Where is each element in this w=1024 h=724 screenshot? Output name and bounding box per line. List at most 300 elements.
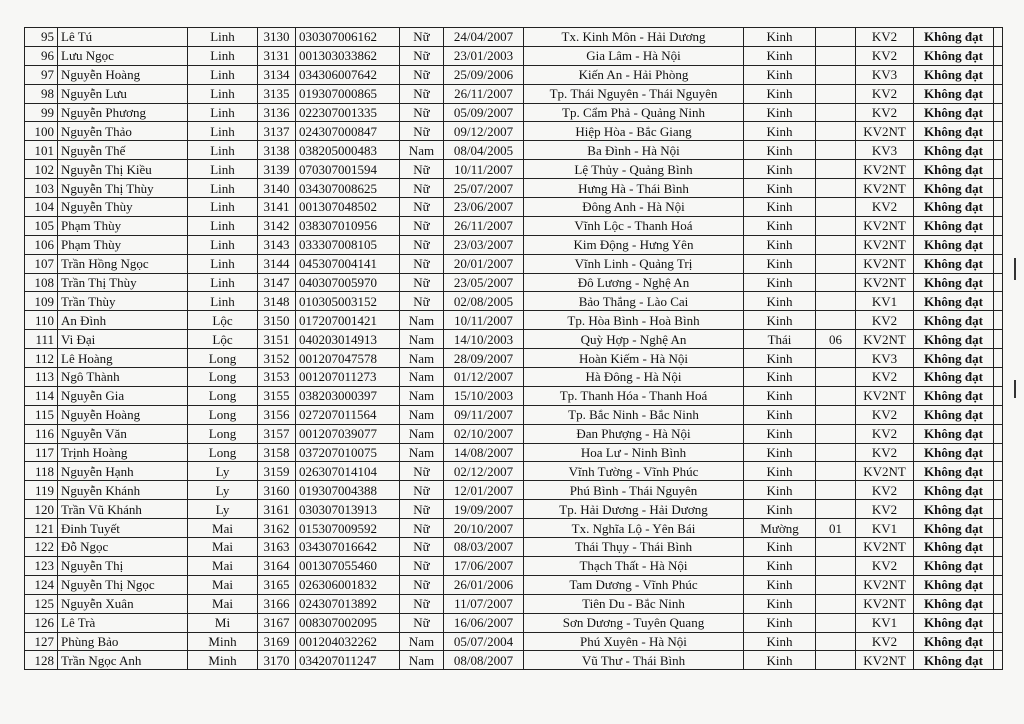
surname-middle-cell: Nguyễn Gia <box>58 386 188 405</box>
date-of-birth-cell: 09/12/2007 <box>444 122 524 141</box>
table-row <box>25 216 1003 235</box>
priority-area-cell: KV2NT <box>856 651 914 670</box>
row-number-cell: 115 <box>25 405 58 424</box>
extra-cell <box>994 556 1003 575</box>
gender-cell: Nữ <box>400 235 444 254</box>
date-of-birth-cell: 26/01/2006 <box>444 575 524 594</box>
row-number-cell: 114 <box>25 386 58 405</box>
candidate-code-cell: 3140 <box>258 179 296 198</box>
result-cell: Không đạt <box>914 273 994 292</box>
extra-cell <box>994 216 1003 235</box>
hometown-cell: Hoa Lư - Ninh Bình <box>524 443 744 462</box>
extra-cell <box>994 462 1003 481</box>
given-name-cell: Linh <box>188 122 258 141</box>
gender-cell: Nữ <box>400 519 444 538</box>
given-name-cell: Ly <box>188 462 258 481</box>
result-cell: Không đạt <box>914 141 994 160</box>
priority-area-cell: KV2NT <box>856 235 914 254</box>
given-name-cell: Ly <box>188 500 258 519</box>
surname-middle-cell: Nguyễn Xuân <box>58 594 188 613</box>
candidate-code-cell: 3157 <box>258 424 296 443</box>
priority-object-cell <box>816 84 856 103</box>
row-number-cell: 95 <box>25 28 58 47</box>
gender-cell: Nam <box>400 632 444 651</box>
priority-object-cell <box>816 349 856 368</box>
gender-cell: Nữ <box>400 198 444 217</box>
candidate-code-cell: 3166 <box>258 594 296 613</box>
row-number-cell: 125 <box>25 594 58 613</box>
table-row <box>25 46 1003 65</box>
gender-cell: Nữ <box>400 500 444 519</box>
table-row <box>25 349 1003 368</box>
extra-cell <box>994 424 1003 443</box>
gender-cell: Nữ <box>400 575 444 594</box>
hometown-cell: Đan Phượng - Hà Nội <box>524 424 744 443</box>
row-number-cell: 127 <box>25 632 58 651</box>
date-of-birth-cell: 05/07/2004 <box>444 632 524 651</box>
priority-area-cell: KV1 <box>856 613 914 632</box>
ethnicity-cell: Kinh <box>744 651 816 670</box>
priority-area-cell: KV2 <box>856 405 914 424</box>
priority-object-cell <box>816 198 856 217</box>
candidate-code-cell: 3141 <box>258 198 296 217</box>
date-of-birth-cell: 23/01/2003 <box>444 46 524 65</box>
given-name-cell: Linh <box>188 65 258 84</box>
given-name-cell: Linh <box>188 141 258 160</box>
row-number-cell: 121 <box>25 519 58 538</box>
priority-object-cell <box>816 556 856 575</box>
extra-cell <box>994 46 1003 65</box>
candidate-code-cell: 3136 <box>258 103 296 122</box>
given-name-cell: Long <box>188 405 258 424</box>
gender-cell: Nữ <box>400 179 444 198</box>
gender-cell: Nam <box>400 141 444 160</box>
table-row <box>25 481 1003 500</box>
ethnicity-cell: Kinh <box>744 556 816 575</box>
surname-middle-cell: Nguyễn Lưu <box>58 84 188 103</box>
extra-cell <box>994 594 1003 613</box>
candidate-code-cell: 3150 <box>258 311 296 330</box>
result-cell: Không đạt <box>914 556 994 575</box>
surname-middle-cell: Nguyễn Thế <box>58 141 188 160</box>
hometown-cell: Vĩnh Linh - Quảng Trị <box>524 254 744 273</box>
gender-cell: Nam <box>400 330 444 349</box>
date-of-birth-cell: 20/10/2007 <box>444 519 524 538</box>
extra-cell <box>994 651 1003 670</box>
priority-object-cell <box>816 651 856 670</box>
gender-cell: Nam <box>400 405 444 424</box>
id-number-cell: 010305003152 <box>296 292 400 311</box>
date-of-birth-cell: 26/11/2007 <box>444 216 524 235</box>
priority-area-cell: KV3 <box>856 349 914 368</box>
id-number-cell: 001207039077 <box>296 424 400 443</box>
given-name-cell: Mai <box>188 538 258 557</box>
date-of-birth-cell: 08/08/2007 <box>444 651 524 670</box>
gender-cell: Nữ <box>400 65 444 84</box>
ethnicity-cell: Kinh <box>744 538 816 557</box>
hometown-cell: Ba Đình - Hà Nội <box>524 141 744 160</box>
candidate-code-cell: 3130 <box>258 28 296 47</box>
hometown-cell: Đông Anh - Hà Nội <box>524 198 744 217</box>
hometown-cell: Kiến An - Hải Phòng <box>524 65 744 84</box>
result-cell: Không đạt <box>914 122 994 141</box>
extra-cell <box>994 368 1003 387</box>
date-of-birth-cell: 08/04/2005 <box>444 141 524 160</box>
hometown-cell: Tp. Thái Nguyên - Thái Nguyên <box>524 84 744 103</box>
id-number-cell: 015307009592 <box>296 519 400 538</box>
given-name-cell: Lộc <box>188 330 258 349</box>
priority-object-cell <box>816 273 856 292</box>
gender-cell: Nữ <box>400 122 444 141</box>
hometown-cell: Hoàn Kiếm - Hà Nội <box>524 349 744 368</box>
ethnicity-cell: Kinh <box>744 613 816 632</box>
priority-object-cell <box>816 613 856 632</box>
date-of-birth-cell: 25/09/2006 <box>444 65 524 84</box>
ethnicity-cell: Kinh <box>744 28 816 47</box>
surname-middle-cell: Đỗ Ngọc <box>58 538 188 557</box>
row-number-cell: 98 <box>25 84 58 103</box>
ethnicity-cell: Kinh <box>744 160 816 179</box>
extra-cell <box>994 519 1003 538</box>
hometown-cell: Tp. Cẩm Phả - Quảng Ninh <box>524 103 744 122</box>
id-number-cell: 001204032262 <box>296 632 400 651</box>
priority-object-cell <box>816 500 856 519</box>
surname-middle-cell: Trần Vũ Khánh <box>58 500 188 519</box>
ethnicity-cell: Kinh <box>744 254 816 273</box>
given-name-cell: Ly <box>188 481 258 500</box>
table-row <box>25 443 1003 462</box>
given-name-cell: Linh <box>188 160 258 179</box>
extra-cell <box>994 632 1003 651</box>
result-cell: Không đạt <box>914 651 994 670</box>
ethnicity-cell: Thái <box>744 330 816 349</box>
table-row <box>25 405 1003 424</box>
given-name-cell: Mai <box>188 519 258 538</box>
surname-middle-cell: Nguyễn Hạnh <box>58 462 188 481</box>
given-name-cell: Lộc <box>188 311 258 330</box>
surname-middle-cell: Nguyễn Khánh <box>58 481 188 500</box>
result-cell: Không đạt <box>914 235 994 254</box>
hometown-cell: Đô Lương - Nghệ An <box>524 273 744 292</box>
date-of-birth-cell: 12/01/2007 <box>444 481 524 500</box>
candidate-code-cell: 3158 <box>258 443 296 462</box>
row-number-cell: 97 <box>25 65 58 84</box>
candidate-code-cell: 3135 <box>258 84 296 103</box>
id-number-cell: 024307000847 <box>296 122 400 141</box>
candidate-code-cell: 3164 <box>258 556 296 575</box>
row-number-cell: 118 <box>25 462 58 481</box>
ethnicity-cell: Kinh <box>744 311 816 330</box>
extra-cell <box>994 273 1003 292</box>
candidate-code-cell: 3160 <box>258 481 296 500</box>
date-of-birth-cell: 25/07/2007 <box>444 179 524 198</box>
hometown-cell: Vũ Thư - Thái Bình <box>524 651 744 670</box>
priority-area-cell: KV2NT <box>856 254 914 273</box>
extra-cell <box>994 481 1003 500</box>
table-row <box>25 632 1003 651</box>
gender-cell: Nữ <box>400 481 444 500</box>
gender-cell: Nữ <box>400 84 444 103</box>
candidate-code-cell: 3155 <box>258 386 296 405</box>
ethnicity-cell: Kinh <box>744 500 816 519</box>
date-of-birth-cell: 17/06/2007 <box>444 556 524 575</box>
result-cell: Không đạt <box>914 386 994 405</box>
priority-object-cell <box>816 443 856 462</box>
surname-middle-cell: Vi Đại <box>58 330 188 349</box>
table-row <box>25 84 1003 103</box>
hometown-cell: Tam Dương - Vĩnh Phúc <box>524 575 744 594</box>
extra-cell <box>994 538 1003 557</box>
gender-cell: Nam <box>400 349 444 368</box>
table-row <box>25 103 1003 122</box>
ethnicity-cell: Kinh <box>744 368 816 387</box>
result-cell: Không đạt <box>914 216 994 235</box>
row-number-cell: 101 <box>25 141 58 160</box>
surname-middle-cell: Trần Ngọc Anh <box>58 651 188 670</box>
hometown-cell: Lệ Thủy - Quảng Bình <box>524 160 744 179</box>
extra-cell <box>994 292 1003 311</box>
result-cell: Không đạt <box>914 292 994 311</box>
row-number-cell: 126 <box>25 613 58 632</box>
ethnicity-cell: Kinh <box>744 198 816 217</box>
gender-cell: Nam <box>400 651 444 670</box>
table-row <box>25 235 1003 254</box>
candidate-code-cell: 3137 <box>258 122 296 141</box>
gender-cell: Nữ <box>400 462 444 481</box>
id-number-cell: 024307013892 <box>296 594 400 613</box>
result-cell: Không đạt <box>914 424 994 443</box>
result-cell: Không đạt <box>914 160 994 179</box>
id-number-cell: 022307001335 <box>296 103 400 122</box>
given-name-cell: Linh <box>188 273 258 292</box>
gender-cell: Nữ <box>400 556 444 575</box>
candidate-code-cell: 3131 <box>258 46 296 65</box>
ethnicity-cell: Kinh <box>744 632 816 651</box>
hometown-cell: Vĩnh Lộc - Thanh Hoá <box>524 216 744 235</box>
surname-middle-cell: Ngô Thành <box>58 368 188 387</box>
date-of-birth-cell: 09/11/2007 <box>444 405 524 424</box>
row-number-cell: 116 <box>25 424 58 443</box>
extra-cell <box>994 198 1003 217</box>
priority-object-cell: 01 <box>816 519 856 538</box>
given-name-cell: Long <box>188 349 258 368</box>
ethnicity-cell: Kinh <box>744 575 816 594</box>
surname-middle-cell: Lê Tú <box>58 28 188 47</box>
row-number-cell: 117 <box>25 443 58 462</box>
extra-cell <box>994 311 1003 330</box>
row-number-cell: 128 <box>25 651 58 670</box>
row-number-cell: 123 <box>25 556 58 575</box>
extra-cell <box>994 141 1003 160</box>
surname-middle-cell: Nguyễn Văn <box>58 424 188 443</box>
priority-area-cell: KV1 <box>856 519 914 538</box>
given-name-cell: Minh <box>188 632 258 651</box>
surname-middle-cell: Nguyễn Thảo <box>58 122 188 141</box>
priority-object-cell <box>816 405 856 424</box>
row-number-cell: 105 <box>25 216 58 235</box>
table-row <box>25 613 1003 632</box>
id-number-cell: 038307010956 <box>296 216 400 235</box>
given-name-cell: Mai <box>188 575 258 594</box>
table-row <box>25 254 1003 273</box>
given-name-cell: Long <box>188 443 258 462</box>
gender-cell: Nữ <box>400 538 444 557</box>
priority-area-cell: KV2 <box>856 198 914 217</box>
id-number-cell: 019307004388 <box>296 481 400 500</box>
row-number-cell: 112 <box>25 349 58 368</box>
id-number-cell: 030307006162 <box>296 28 400 47</box>
candidate-code-cell: 3148 <box>258 292 296 311</box>
extra-cell <box>994 235 1003 254</box>
ethnicity-cell: Kinh <box>744 84 816 103</box>
hometown-cell: Tp. Thanh Hóa - Thanh Hoá <box>524 386 744 405</box>
ethnicity-cell: Kinh <box>744 273 816 292</box>
result-cell: Không đạt <box>914 443 994 462</box>
priority-area-cell: KV2 <box>856 556 914 575</box>
candidate-code-cell: 3151 <box>258 330 296 349</box>
result-cell: Không đạt <box>914 254 994 273</box>
priority-area-cell: KV2 <box>856 500 914 519</box>
priority-area-cell: KV2 <box>856 481 914 500</box>
table-row <box>25 368 1003 387</box>
candidate-code-cell: 3167 <box>258 613 296 632</box>
extra-cell <box>994 330 1003 349</box>
id-number-cell: 045307004141 <box>296 254 400 273</box>
id-number-cell: 017207001421 <box>296 311 400 330</box>
result-cell: Không đạt <box>914 575 994 594</box>
given-name-cell: Linh <box>188 254 258 273</box>
row-number-cell: 108 <box>25 273 58 292</box>
hometown-cell: Sơn Dương - Tuyên Quang <box>524 613 744 632</box>
given-name-cell: Linh <box>188 235 258 254</box>
candidate-code-cell: 3170 <box>258 651 296 670</box>
result-cell: Không đạt <box>914 84 994 103</box>
ethnicity-cell: Kinh <box>744 462 816 481</box>
id-number-cell: 033307008105 <box>296 235 400 254</box>
surname-middle-cell: Trần Thùy <box>58 292 188 311</box>
result-cell: Không đạt <box>914 481 994 500</box>
row-number-cell: 107 <box>25 254 58 273</box>
surname-middle-cell: Lê Hoàng <box>58 349 188 368</box>
given-name-cell: Mai <box>188 556 258 575</box>
hometown-cell: Phú Bình - Thái Nguyên <box>524 481 744 500</box>
priority-area-cell: KV2 <box>856 311 914 330</box>
result-cell: Không đạt <box>914 65 994 84</box>
id-number-cell: 034207011247 <box>296 651 400 670</box>
priority-area-cell: KV2 <box>856 632 914 651</box>
extra-cell <box>994 500 1003 519</box>
priority-object-cell <box>816 235 856 254</box>
result-cell: Không đạt <box>914 613 994 632</box>
row-number-cell: 99 <box>25 103 58 122</box>
hometown-cell: Tiên Du - Bắc Ninh <box>524 594 744 613</box>
surname-middle-cell: Nguyễn Thị Kiều <box>58 160 188 179</box>
ethnicity-cell: Kinh <box>744 349 816 368</box>
extra-cell <box>994 443 1003 462</box>
id-number-cell: 001307048502 <box>296 198 400 217</box>
id-number-cell: 037207010075 <box>296 443 400 462</box>
extra-cell <box>994 405 1003 424</box>
hometown-cell: Tp. Hòa Bình - Hoà Bình <box>524 311 744 330</box>
candidate-table <box>24 27 1003 670</box>
surname-middle-cell: Nguyễn Thị Thùy <box>58 179 188 198</box>
date-of-birth-cell: 02/08/2005 <box>444 292 524 311</box>
result-cell: Không đạt <box>914 330 994 349</box>
date-of-birth-cell: 14/10/2003 <box>444 330 524 349</box>
given-name-cell: Minh <box>188 651 258 670</box>
date-of-birth-cell: 08/03/2007 <box>444 538 524 557</box>
row-number-cell: 106 <box>25 235 58 254</box>
priority-area-cell: KV2 <box>856 46 914 65</box>
hometown-cell: Tx. Kinh Môn - Hải Dương <box>524 28 744 47</box>
hometown-cell: Thạch Thất - Hà Nội <box>524 556 744 575</box>
id-number-cell: 001303033862 <box>296 46 400 65</box>
priority-object-cell <box>816 575 856 594</box>
result-cell: Không đạt <box>914 198 994 217</box>
row-number-cell: 102 <box>25 160 58 179</box>
candidate-code-cell: 3134 <box>258 65 296 84</box>
id-number-cell: 008307002095 <box>296 613 400 632</box>
hometown-cell: Quỳ Hợp - Nghệ An <box>524 330 744 349</box>
date-of-birth-cell: 16/06/2007 <box>444 613 524 632</box>
priority-area-cell: KV2NT <box>856 462 914 481</box>
ethnicity-cell: Kinh <box>744 235 816 254</box>
table-row <box>25 198 1003 217</box>
candidate-code-cell: 3162 <box>258 519 296 538</box>
priority-area-cell: KV2NT <box>856 160 914 179</box>
surname-middle-cell: Nguyễn Thị Ngọc <box>58 575 188 594</box>
ethnicity-cell: Kinh <box>744 424 816 443</box>
hometown-cell: Tp. Bắc Ninh - Bắc Ninh <box>524 405 744 424</box>
date-of-birth-cell: 28/09/2007 <box>444 349 524 368</box>
gender-cell: Nữ <box>400 613 444 632</box>
given-name-cell: Mai <box>188 594 258 613</box>
priority-object-cell <box>816 141 856 160</box>
gender-cell: Nữ <box>400 292 444 311</box>
table-row <box>25 141 1003 160</box>
priority-area-cell: KV2 <box>856 84 914 103</box>
candidate-code-cell: 3147 <box>258 273 296 292</box>
surname-middle-cell: Trần Thị Thùy <box>58 273 188 292</box>
gender-cell: Nữ <box>400 28 444 47</box>
priority-object-cell <box>816 103 856 122</box>
candidate-code-cell: 3144 <box>258 254 296 273</box>
id-number-cell: 070307001594 <box>296 160 400 179</box>
row-number-cell: 111 <box>25 330 58 349</box>
id-number-cell: 001207011273 <box>296 368 400 387</box>
gender-cell: Nữ <box>400 46 444 65</box>
ethnicity-cell: Kinh <box>744 179 816 198</box>
extra-cell <box>994 386 1003 405</box>
priority-object-cell <box>816 179 856 198</box>
gender-cell: Nữ <box>400 216 444 235</box>
priority-object-cell <box>816 632 856 651</box>
date-of-birth-cell: 26/11/2007 <box>444 84 524 103</box>
priority-object-cell <box>816 594 856 613</box>
surname-middle-cell: Phùng Bảo <box>58 632 188 651</box>
table-row <box>25 651 1003 670</box>
id-number-cell: 034307008625 <box>296 179 400 198</box>
hometown-cell: Gia Lâm - Hà Nội <box>524 46 744 65</box>
result-cell: Không đạt <box>914 103 994 122</box>
given-name-cell: Linh <box>188 28 258 47</box>
result-cell: Không đạt <box>914 462 994 481</box>
priority-area-cell: KV2NT <box>856 273 914 292</box>
priority-area-cell: KV2NT <box>856 179 914 198</box>
row-number-cell: 122 <box>25 538 58 557</box>
extra-cell <box>994 179 1003 198</box>
table-row <box>25 538 1003 557</box>
